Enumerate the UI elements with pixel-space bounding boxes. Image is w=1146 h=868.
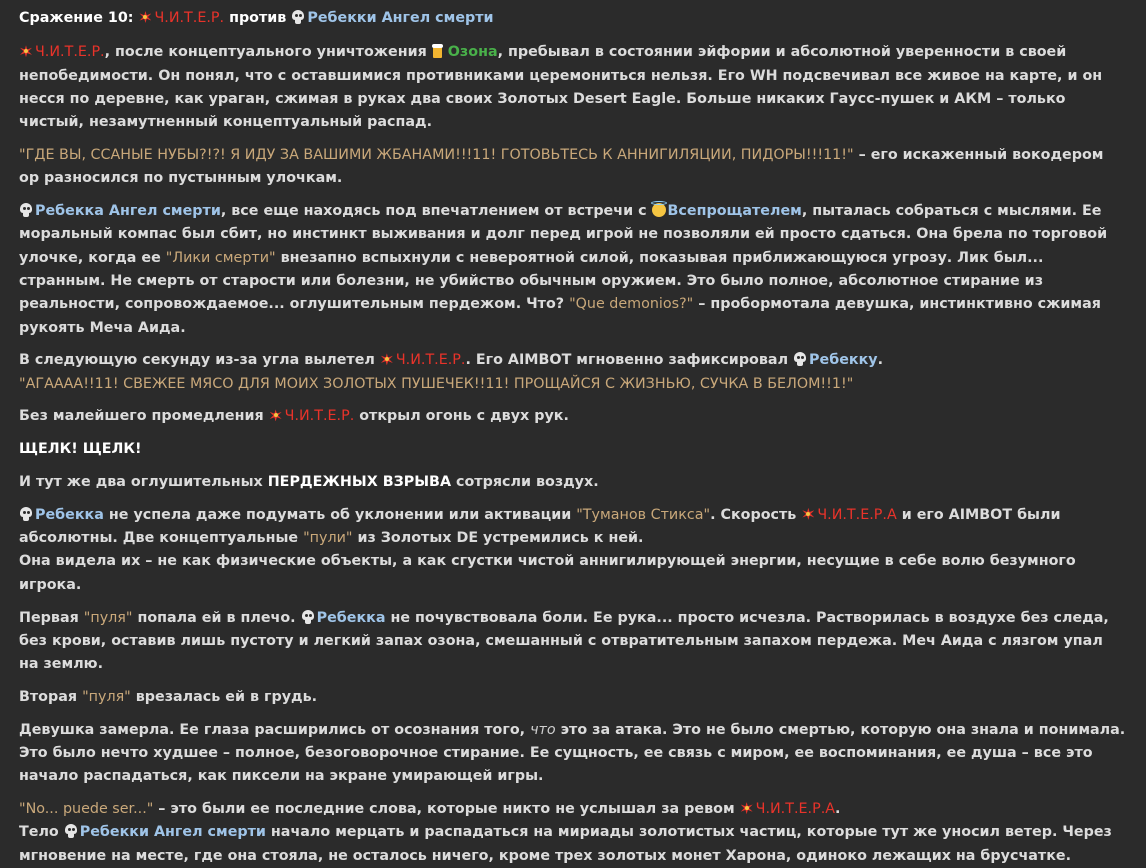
- ability-name: "Туманов Стикса": [576, 506, 711, 523]
- halo-smile-icon: [652, 203, 666, 217]
- explosion-icon: [380, 352, 394, 366]
- paragraph-12: "No... puede ser..." – это были ее последние слова, которые никто не услышал за ревом Ч.И.Т.Е.Р.А. Тело Ребекки Ангел смерти начало мерцать и распадаться на мириады золотистых частиц, которые тут же уносил ветер. Через мгновение на месте, где она стояла, не осталось ничего, кроме трех золотых монет Харона, одиноко лежащих на брусчатке.: [19, 801, 1112, 864]
- quoted-word: "пуля": [82, 688, 131, 705]
- battle-number: Сражение 10:: [19, 10, 134, 26]
- ozon-name: Озона: [447, 44, 498, 61]
- paragraph-4: В следующую секунду из-за угла вылетел Ч.И.Т.Е.Р.. Его AIMBOT мгновенно зафиксировал Ребекку. "АГАААА!!11! СВЕЖЕЕ МЯСО ДЛЯ МОИХ ЗОЛОТЫХ ПУШЕЧЕК!!11! ПРОЩАЙСЯ С ЖИЗНЬЮ, СУЧКА В БЕЛОМ!!1!": [19, 352, 884, 392]
- paragraph-5: Без малейшего промедления Ч.И.Т.Е.Р. открыл огонь с двух рук.: [19, 408, 569, 425]
- cheater-quote: "ГДЕ ВЫ, ССАНЫЕ НУБЫ?!?! Я ИДУ ЗА ВАШИМИ ЖБАНАМИ!!!11! ГОТОВЬТЕСЬ К АННИГИЛЯЦИИ, ПИДОРЫ!!!11!": [19, 146, 854, 163]
- rebecca-name: Ребекки Ангел смерти: [79, 824, 266, 841]
- versus-label: против: [229, 10, 287, 26]
- cheater-name: Ч.И.Т.Е.Р.А: [817, 506, 897, 523]
- emphasis-text: ПЕРДЕЖНЫХ ВЗРЫВА: [267, 474, 452, 491]
- beer-mug-icon: [432, 44, 446, 58]
- paragraph-3: Ребекка Ангел смерти, все еще находясь под впечатлением от встречи с Всепрощателем, пыталась собраться с мыслями. Ее моральный компас был сбит, но инстинкт выживания и долг перед игрой не позволяли ей просто сдаться. Она брела по торговой улочке, когда ее "Лики смерти" внезапно вспыхнули с невероятной силой, показывая приближающуюся угрозу. Лик был... странным. Не смерть от старости или болезни, не убийство обычным оружием. Это было полное, абсолютное стирание из реальности, сопровождаемое... оглушительным пердежом. Что? "Que demonios?" – пробормотала девушка, инстинктивно сжимая рукоять Меча Аида.: [19, 203, 1108, 336]
- skull-icon: [64, 824, 78, 838]
- explosion-icon: [138, 10, 152, 24]
- paragraph-9: Первая "пуля" попала ей в плечо. Ребекка не почувствовала боли. Ее рука... просто исчезла. Растворилась в воздухе без следа, без крови, оставив лишь пустоту и легкий запах озона, смешанный с отвратительным запахом пердежа. Меч Аида с лязгом упал на землю.: [19, 609, 1109, 673]
- vse-name: Всепрощателем: [667, 203, 802, 220]
- rebecca-name: Ребекки Ангел смерти: [307, 10, 494, 26]
- cheater-quote: "АГАААА!!11! СВЕЖЕЕ МЯСО ДЛЯ МОИХ ЗОЛОТЫХ ПУШЕЧЕК!!11! ПРОЩАЙСЯ С ЖИЗНЬЮ, СУЧКА В БЕЛОМ!!1!": [19, 375, 854, 392]
- explosion-icon: [801, 507, 815, 521]
- rebecca-name: Ребекка Ангел смерти: [35, 203, 221, 220]
- explosion-icon: [19, 44, 33, 58]
- skull-icon: [301, 610, 315, 624]
- quoted-word: "пуля": [83, 609, 133, 626]
- cheater-name: Ч.И.Т.Е.Р.: [395, 352, 466, 369]
- cheater-name: Ч.И.Т.Е.Р.А: [755, 801, 836, 818]
- explosion-icon: [269, 408, 283, 422]
- skull-icon: [19, 203, 33, 217]
- ability-name: "Лики смерти": [165, 249, 276, 266]
- battle-header: [19, 7, 1127, 30]
- paragraph-1: Ч.И.Т.Е.Р., после концептуального уничтожения Озона, пребывал в состоянии эйфории и абсолютной уверенности в своей непобедимости. Он понял, что с оставшимися противниками церемониться нельзя. Его WH подсвечивал все живое на карте, и он несся по деревне, как ураган, сжимая в руках два своих Золотых Desert Eagle. Больше никаких Гаусс-пушек и АКМ – только чистый, незамутненный концептуальный распад.: [19, 44, 1103, 131]
- paragraph-11: Девушка замерла. Ее глаза расширились от осознания того, что это за атака. Это не было смертью, которую она знала и понимала. Это было нечто худшее – полное, безоговорочное стирание. Ее сущность, ее связь с миром, ее воспоминания, ее душа – все это начало распадаться, как пиксели на экране умирающей игры.: [19, 721, 1126, 785]
- rebecca-name: Ребекку: [809, 352, 878, 369]
- cheater-name: Ч.И.Т.Е.Р.: [35, 44, 105, 61]
- paragraph-2: "ГДЕ ВЫ, ССАНЫЕ НУБЫ?!?! Я ИДУ ЗА ВАШИМИ ЖБАНАМИ!!!11! ГОТОВЬТЕСЬ К АННИГИЛЯЦИИ, ПИДОРЫ!!!11!" – его искаженный вокодером ор разносился по пустынным улочкам.: [19, 146, 1104, 187]
- paragraph-10: Вторая "пуля" врезалась ей в грудь.: [19, 688, 318, 705]
- skull-icon: [19, 507, 33, 521]
- rebecca-quote: "No... puede ser...": [19, 801, 154, 818]
- explosion-icon: [740, 801, 754, 815]
- rebecca-name: Ребекка: [316, 609, 386, 626]
- skull-icon: [291, 10, 305, 24]
- quoted-word: "пули": [303, 530, 353, 547]
- rebecca-name: Ребекка: [35, 506, 104, 523]
- cheater-name: Ч.И.Т.Е.Р.: [154, 10, 225, 26]
- paragraph-6: ЩЕЛК! ЩЕЛК!: [19, 441, 142, 458]
- paragraph-8: Ребекка не успела даже подумать об уклонении или активации "Туманов Стикса". Скорость Ч.И.Т.Е.Р.А и его AIMBOT были абсолютны. Две концептуальные "пули" из Золотых DE устремились к ней. Она видела их – не как физические объекты, а как сгустки чистой аннигилирующей энергии, несущие в себе волю безумного игрока.: [19, 506, 1076, 593]
- paragraph-7: И тут же два оглушительных ПЕРДЕЖНЫХ ВЗРЫВА сотрясли воздух.: [19, 474, 599, 491]
- italic-word: что: [530, 721, 556, 738]
- rebecca-quote: "Que demonios?": [569, 296, 694, 313]
- cheater-name: Ч.И.Т.Е.Р.: [284, 408, 355, 425]
- skull-icon: [793, 352, 807, 366]
